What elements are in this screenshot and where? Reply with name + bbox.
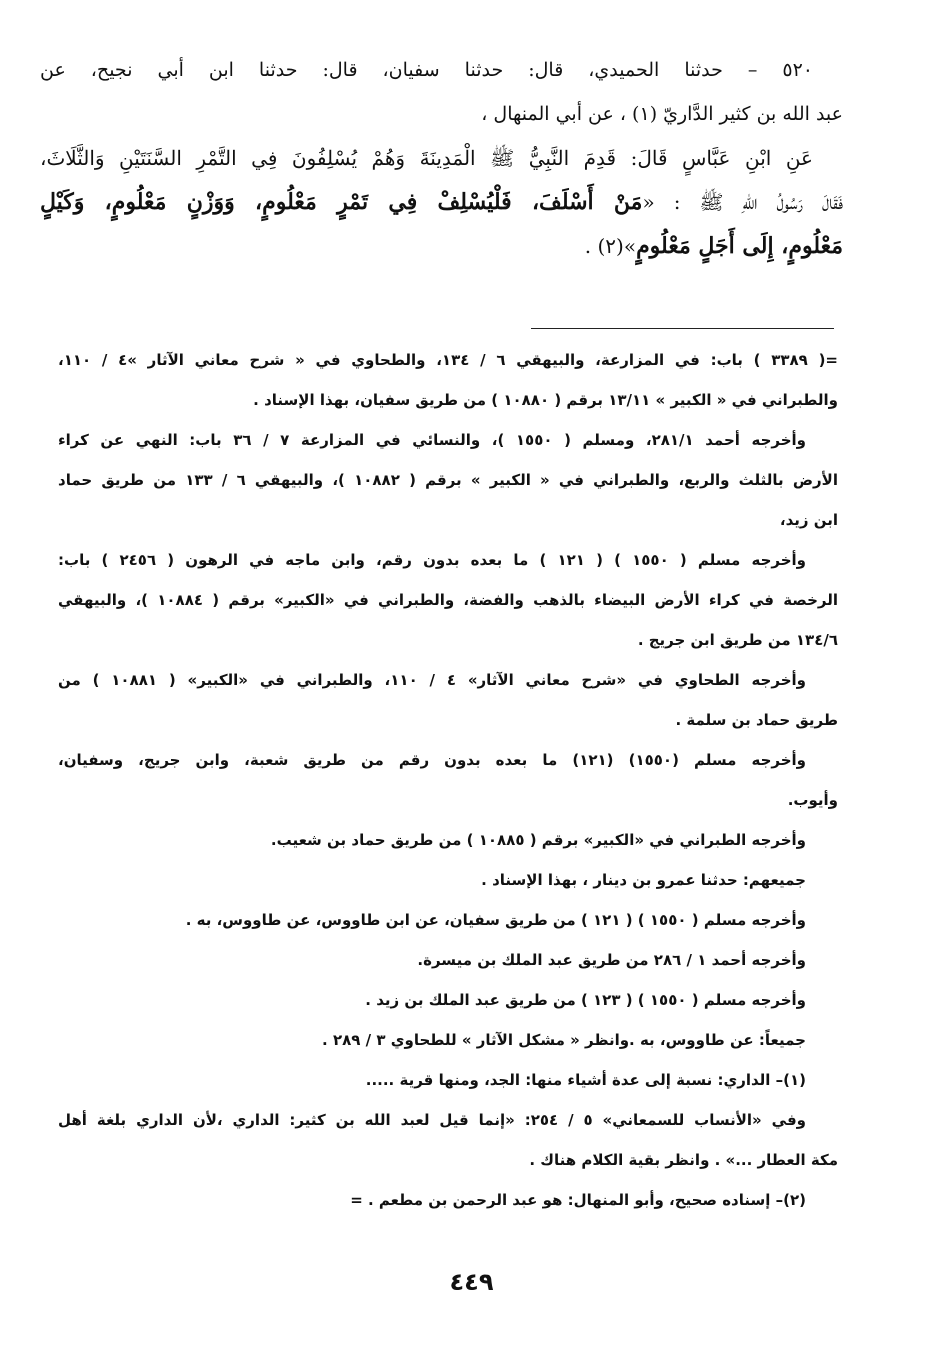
- footnote-line: والطبراني في « الكبير » ١٣/١١ برقم ( ١٠٨٨٠ ) من طريق سفيان، بهذا الإسناد .: [253, 391, 838, 409]
- footnote-line: جميعاً: عن طاووس، به .وانظر « مشكل الآثار » للطحاوي ٣ / ٢٨٩ .: [322, 1031, 806, 1049]
- hadith-line-1: [40, 136, 843, 180]
- footnote-line: وأخرجه أحمد ٢٨١/١، ومسلم ( ١٥٥٠ )، والنسائي في المزارعة ٧ / ٣٦ باب: النهي عن كراء: [58, 431, 806, 449]
- hadith-prefix: فَقَالَ رَسُولُ اللهِ ﷺ : «: [642, 190, 843, 214]
- footnote-line: ١٣٤/٦ من طريق ابن جريج .: [637, 631, 838, 649]
- footnote-line: مكة العطار ...» . وانظر بقية الكلام هناك .: [529, 1151, 838, 1169]
- hadith-suffix: »(٢) .: [584, 234, 637, 258]
- footnote-line: طريق حماد بن سلمة .: [675, 711, 838, 729]
- footnote-line: وأخرجه مسلم ( ١٥٥٠ ) ( ١٢١ ) من طريق سفيان، عن ابن طاووس، عن طاووس، به .: [185, 911, 806, 929]
- footnote-line: وأخرجه مسلم ( ١٥٥٠ ) ( ١٢٣ ) من طريق عبد الملك بن زيد .: [365, 991, 806, 1009]
- hadith-bold-text-2: مَعْلُومٍ، إِلَى أَجَلٍ مَعْلُومٍ: [636, 233, 843, 259]
- hadith-bold-text-1: مَنْ أَسْلَفَ، فَلْيُسْلِفْ فِي تَمْرٍ مَعْلُومٍ، وَوَزْنٍ مَعْلُومٍ، وَكَيْلٍ: [40, 189, 643, 215]
- footnote-line: =( ٣٣٨٩ ) باب: في المزارعة، والبيهقي ٦ / ١٣٤، والطحاوي في « شرح معاني الآثار »٤ / ١١٠،: [58, 351, 838, 369]
- hadith-line-2: [40, 180, 843, 224]
- footnote-line: وأخرجه الطبراني في «الكبير» برقم ( ١٠٨٨٥ ) من طريق حماد بن شعيب.: [270, 831, 806, 849]
- footnote-line: (٢)– إسناده صحيح، وأبو المنهال: هو عبد الرحمن بن مطعم . =: [350, 1191, 806, 1209]
- page-number: ٤٤٩: [449, 1268, 494, 1296]
- footnote-line: وفي «الأنساب للسمعاني» ٥ / ٢٥٤: «إنما قيل لعبد الله بن كثير: الداري ،لأن الداري بلغة أهل: [58, 1111, 806, 1129]
- hadith-line-3: [40, 224, 843, 268]
- footnote-line: وأيوب.: [787, 791, 838, 809]
- footnote-line: وأخرجه أحمد ١ / ٢٨٦ من طريق عبد الملك بن ميسرة.: [417, 951, 806, 969]
- footnote-line: الأرض بالثلث والربع، والطبراني في « الكبير » برقم ( ١٠٨٨٢ )، والبيهقي ٦ / ١٣٣ من طريق حماد: [58, 471, 838, 489]
- footnote-line: جميعهم: حدثنا عمرو بن دينار ، بهذا الإسناد .: [481, 871, 806, 889]
- footnote-line: وأخرجه الطحاوي في «شرح معاني الآثار» ٤ / ١١٠، والطبراني في «الكبير» ( ١٠٨٨١ ) من: [58, 671, 806, 689]
- chain-line-2: عبد الله بن كثير الدَّاريّ (١) ، عن أبي المنهال ،: [481, 103, 843, 125]
- footnote-line: ابن زيد،: [779, 511, 838, 529]
- hadith-text-1: عَنِ ابْنِ عَبَّاسٍ قَالَ: قَدِمَ النَّبِيُّ ﷺ الْمَدِينَةَ وَهُمْ يُسْلِفُونَ فِي التَّمْرِ السَّنَتَيْنِ وَالثَّلَاثَ،: [40, 146, 813, 170]
- footnote-line: وأخرجه مسلم (١٥٥٠) (١٢١) ما بعده بدون رقم من طريق شعبة، وابن جريج، وسفيان،: [58, 751, 806, 769]
- footnote-divider: [531, 328, 834, 329]
- chain-line-1: ٥٢٠ – حدثنا الحميدي، قال: حدثنا سفيان، قال: حدثنا ابن أبي نجيح، عن: [40, 59, 813, 81]
- footnote-line: وأخرجه مسلم ( ١٥٥٠ ) ( ١٢١ ) ما بعده بدون رقم، وابن ماجه في الرهون ( ٢٤٥٦ ) باب:: [58, 551, 806, 569]
- footnote-line: (١)– الداري: نسبة إلى عدة أشياء منها: الجد، ومنها قرية .....: [365, 1071, 806, 1089]
- footnote-line: الرخصة في كراء الأرض البيضاء بالذهب والفضة، والطبراني في «الكبير» برقم ( ١٠٨٨٤ )، والبيهقي: [58, 591, 838, 609]
- hadith-section: [40, 48, 843, 268]
- footnotes-section: [58, 340, 838, 1220]
